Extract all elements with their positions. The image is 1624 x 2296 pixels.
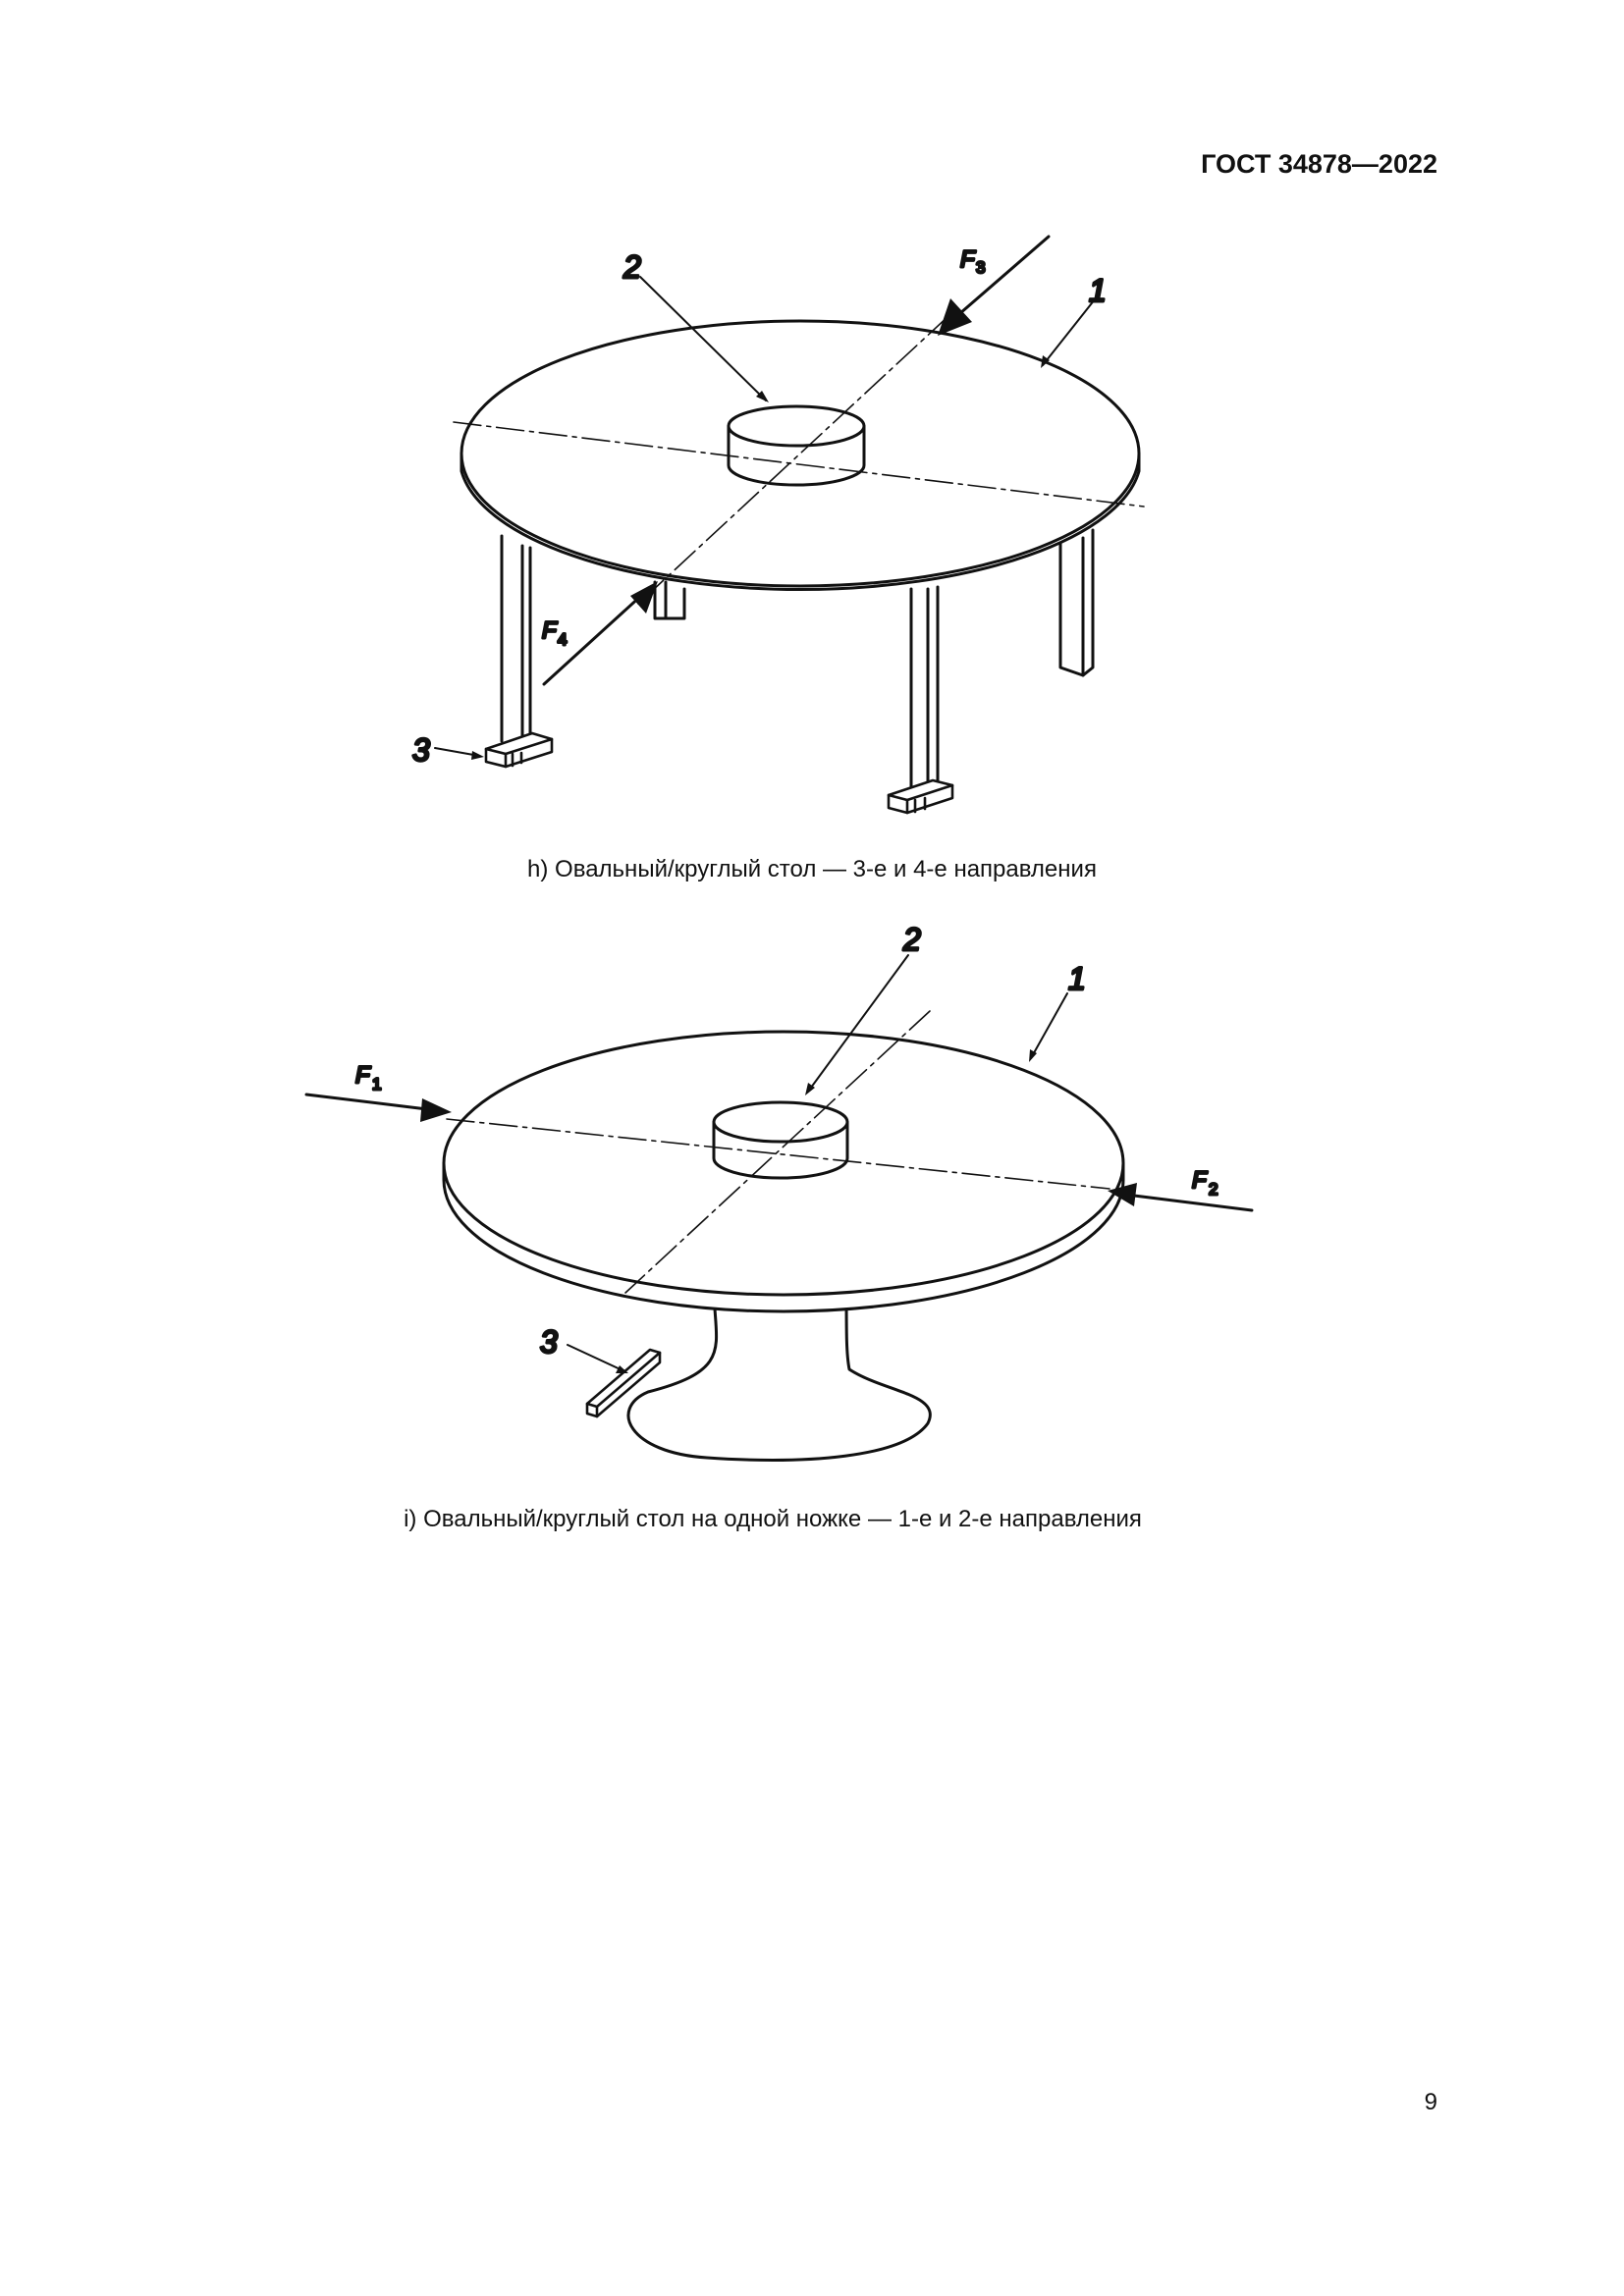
force-f4-symbol: F [542,617,557,644]
force-f4-subscript: 4 [558,630,568,649]
page-number: 9 [1424,2089,1437,2115]
document-code: ГОСТ 34878—2022 [1201,149,1437,179]
force-f3-symbol: F [960,246,975,273]
figure-i-caption: i) Овальный/круглый стол на одной ножке — 1-е и 2-е направления [404,1506,1142,1532]
callout-2-label: 2 [903,922,921,957]
callout-3-label: 3 [412,732,430,768]
force-f2-symbol: F [1192,1167,1207,1194]
callout-2-label: 2 [623,249,641,285]
force-f1-subscript: 1 [372,1075,382,1094]
figure-h-caption: h) Овальный/круглый стол — 3-е и 4-е направления [527,856,1097,882]
load-cylinder [714,1102,847,1178]
force-f1-symbol: F [355,1062,370,1089]
force-arrow-f1 [306,1095,452,1122]
callout-1-label: 1 [1089,273,1107,308]
force-arrow-f2 [1108,1183,1252,1210]
force-f3-subscript: 3 [976,258,986,277]
force-f2-subscript: 2 [1209,1180,1218,1199]
callout-3-label: 3 [540,1324,558,1360]
callout-1-label: 1 [1068,961,1086,996]
